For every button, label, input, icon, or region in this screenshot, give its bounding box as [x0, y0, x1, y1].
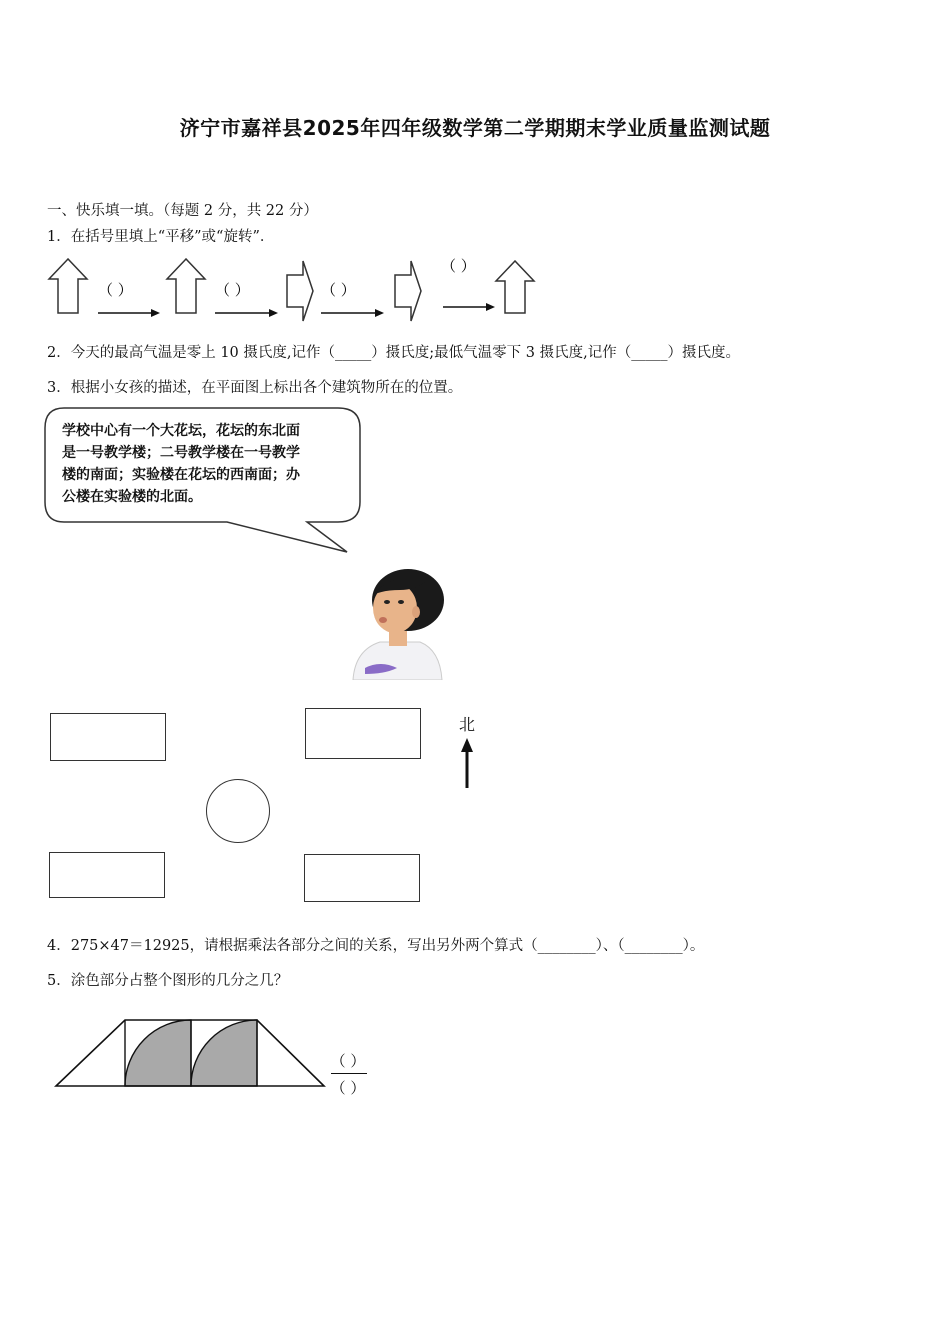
- up-arrow-shape: [496, 261, 534, 313]
- q1-blank: （ ）: [441, 257, 476, 275]
- bubble-line: 是一号教学楼；二号教学楼在一号教学: [62, 445, 300, 461]
- north-arrow-icon: [459, 736, 475, 790]
- bubble-line: 学校中心有一个大花坛，花坛的东北面: [62, 423, 300, 439]
- q1-figure: [45, 255, 545, 327]
- question-3: 3．根据小女孩的描述，在平面图上标出各个建筑物所在的位置。: [47, 380, 463, 396]
- arrow-head: [269, 309, 278, 317]
- bubble-line: 楼的南面；实验楼在花坛的西南面；办: [62, 467, 300, 483]
- map-building-box: [49, 852, 165, 898]
- flower-bed-circle: [206, 779, 270, 843]
- up-arrow-shape: [167, 259, 205, 313]
- map-building-box: [305, 708, 421, 759]
- fraction-denominator: （ ）: [330, 1079, 366, 1097]
- section-heading: 一、快乐填一填。（每题 2 分，共 22 分）: [47, 203, 318, 219]
- up-arrow-shape: [49, 259, 87, 313]
- q1-blank: （ ）: [98, 281, 133, 299]
- north-label: 北: [459, 715, 476, 734]
- fraction-bar: [331, 1073, 367, 1074]
- bubble-line: 公楼在实验楼的北面。: [62, 489, 202, 505]
- question-5: 5．涂色部分占整个图形的几分之几？: [47, 973, 289, 989]
- arrow-head: [486, 303, 495, 311]
- question-1: 1．在括号里填上“平移”或“旋转”．: [47, 229, 275, 245]
- arrow-head: [151, 309, 160, 317]
- question-2: 2．今天的最高气温是零上 10 摄氏度,记作（_____）摄氏度;最低气温零下 3 摄氏度,记作（_____）摄氏度。: [47, 345, 740, 361]
- map-building-box: [50, 713, 166, 761]
- shaded-quarter-circle: [191, 1020, 257, 1086]
- page-title: 济宁市嘉祥县2025年四年级数学第二学期期末学业质量监测试题: [179, 116, 771, 140]
- right-arrow-shape: [395, 261, 421, 321]
- fraction-numerator: （ ）: [330, 1052, 366, 1070]
- q1-blank: （ ）: [215, 281, 250, 299]
- question-4: 4．275×47＝12925，请根据乘法各部分之间的关系，写出另外两个算式（________）、（________）。: [47, 938, 705, 954]
- right-arrow-shape: [287, 261, 313, 321]
- bubble-text: [62, 420, 300, 508]
- q5-trapezoid-figure: [50, 1012, 340, 1094]
- q1-blank: （ ）: [321, 281, 356, 299]
- arrow-head: [375, 309, 384, 317]
- map-building-box: [304, 854, 420, 902]
- shaded-quarter-circle: [125, 1020, 191, 1086]
- girl-illustration: [345, 568, 450, 680]
